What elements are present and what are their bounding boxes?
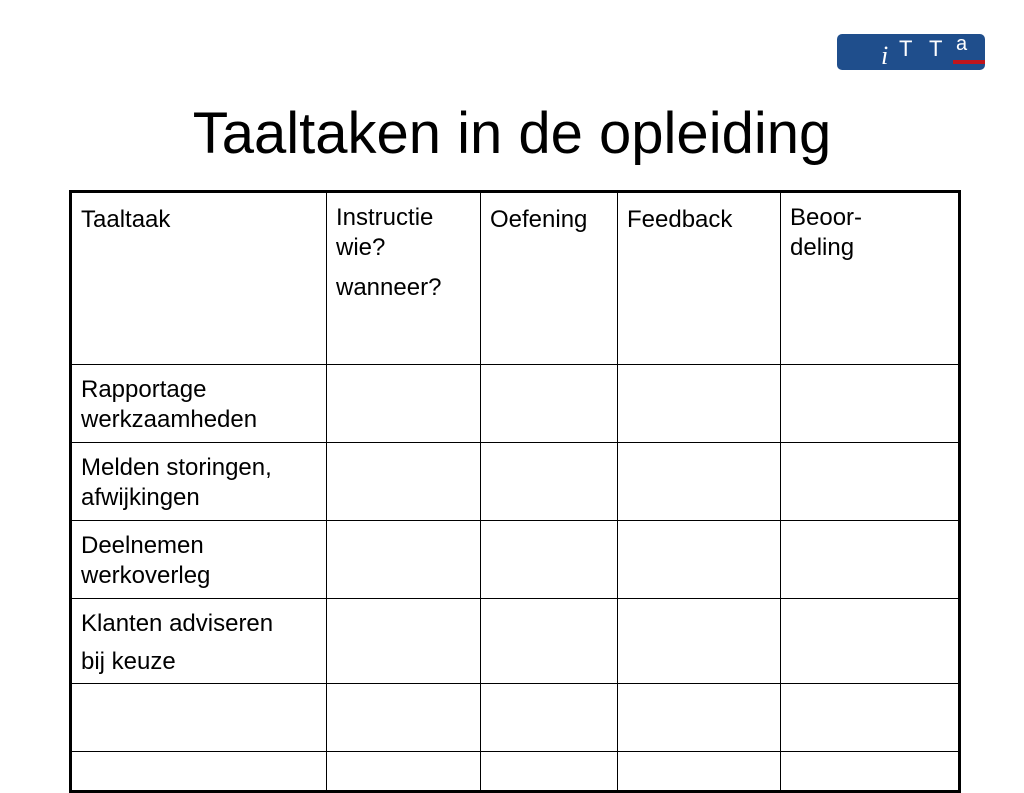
- empty-cell: [618, 521, 781, 599]
- empty-cell: [618, 684, 781, 752]
- empty-cell: [781, 521, 960, 599]
- task-line-2: werkzaamheden: [81, 406, 258, 433]
- header-deling: deling: [790, 234, 855, 261]
- empty-cell: [327, 599, 481, 684]
- header-cell-feedback: [618, 192, 781, 365]
- table-row: [71, 365, 960, 443]
- logo-letter-a: a: [956, 34, 968, 55]
- empty-cell: [481, 521, 618, 599]
- header-instructie: Instructie: [336, 204, 434, 231]
- header-cell-instructie: [327, 192, 481, 365]
- empty-cell: [481, 599, 618, 684]
- empty-cell: [327, 521, 481, 599]
- logo-red-stripe: [953, 60, 985, 64]
- empty-cell: [481, 752, 618, 792]
- header-beoor: Beoor-: [790, 204, 863, 231]
- empty-cell: [781, 752, 960, 792]
- table-row: [71, 443, 960, 521]
- table-row: [71, 752, 960, 792]
- logo-letter-t2: T: [929, 36, 943, 61]
- empty-cell: [781, 443, 960, 521]
- empty-cell: [618, 599, 781, 684]
- task-cell: [71, 443, 327, 521]
- empty-cell: [618, 443, 781, 521]
- task-cell: [71, 521, 327, 599]
- itta-logo-graphic: [837, 34, 985, 70]
- logo-letter-i: i: [881, 41, 889, 70]
- header-feedback: Feedback: [627, 206, 733, 233]
- header-oefening: Oefening: [490, 206, 588, 233]
- task-cell: [71, 365, 327, 443]
- itta-logo: [837, 34, 985, 70]
- header-cell-oefening: [481, 192, 618, 365]
- header-cell-beoordeling: [781, 192, 960, 365]
- header-wanneer: wanneer?: [336, 274, 442, 301]
- empty-cell: [781, 684, 960, 752]
- task-cell: [71, 599, 327, 684]
- empty-cell: [327, 365, 481, 443]
- language-tasks-table: [69, 190, 961, 793]
- empty-cell: [71, 752, 327, 792]
- empty-cell: [481, 365, 618, 443]
- header-wie: wie?: [336, 234, 386, 261]
- table-row: [71, 599, 960, 684]
- empty-cell: [327, 752, 481, 792]
- logo-letter-t1: T: [899, 36, 913, 61]
- empty-cell: [618, 752, 781, 792]
- empty-cell: [327, 684, 481, 752]
- task-line-2: afwijkingen: [81, 484, 200, 511]
- empty-cell: [481, 684, 618, 752]
- empty-cell: [618, 365, 781, 443]
- task-line-2: werkoverleg: [81, 562, 211, 589]
- table-row: [71, 521, 960, 599]
- task-line-2: bij keuze: [81, 648, 176, 675]
- empty-cell: [481, 443, 618, 521]
- table-header-row: [71, 192, 960, 365]
- empty-cell: [781, 365, 960, 443]
- empty-cell: [71, 684, 327, 752]
- slide-title: Taaltaken in de opleiding: [192, 101, 832, 166]
- header-taaltaak: Taaltaak: [81, 206, 171, 233]
- task-line-1: Melden storingen,: [81, 454, 272, 481]
- header-cell-taaltaak: [71, 192, 327, 365]
- task-line-1: Klanten adviseren: [81, 610, 274, 637]
- empty-cell: [781, 599, 960, 684]
- task-line-1: Rapportage: [81, 376, 207, 403]
- table-row: [71, 684, 960, 752]
- empty-cell: [327, 443, 481, 521]
- task-line-1: Deelnemen: [81, 532, 204, 559]
